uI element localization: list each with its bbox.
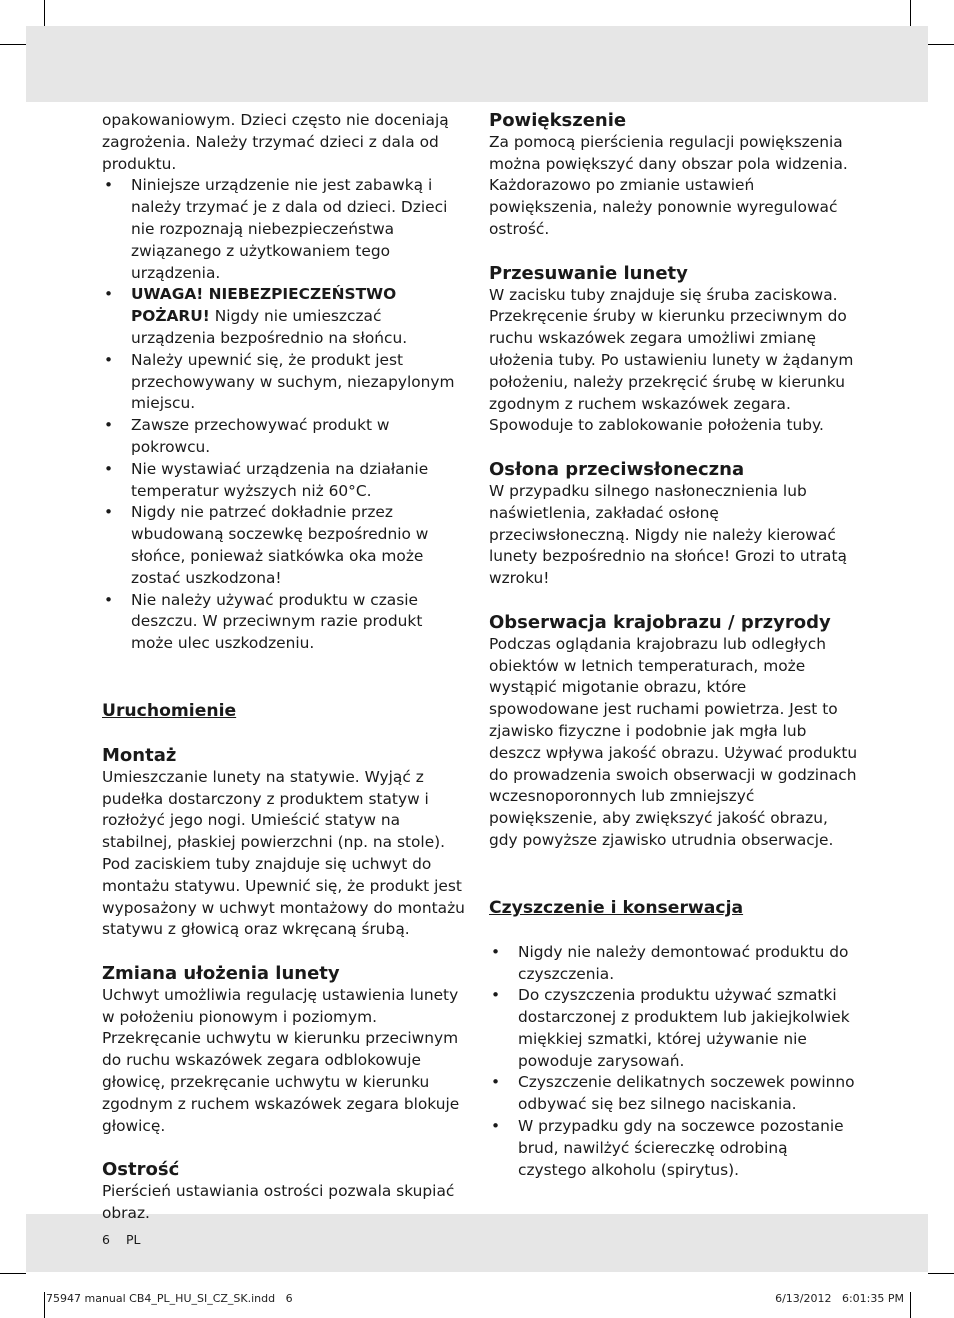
intro-paragraph: opakowaniowym. Dzieci często nie doceniają zagrożenia. Należy trzymać dzieci z dala od produktu. [102,111,449,173]
subsection-text: Umieszczanie lunety na statywie. Wyjąć z pudełka dostarczony z produktem statyw i rozłożyć jego nogi. Umieścić statyw na stabilnej, płaskiej powierzchni (np. na stole). Pod zaciskiem tuby znajduje się uchwyt do montażu statywu. Upewnić się, że produkt jest wyposażony w uchwyt montażowy do montażu statywu z głowicą oraz wkręcaną śrubą. [102,767,465,939]
subsection-title: Ostrość [102,1159,180,1181]
crop-mark [44,0,45,26]
subsection-title: Obserwacja krajobrazu / przyrody [489,611,831,633]
list-item: • Nigdy nie patrzeć dokładnie przez wbudowaną soczewkę bezpośrednio w słońce, ponieważ siatkówka oka może zostać uszkodzona! [102,502,468,589]
slug-timestamp: 6/13/2012 6:01:35 PM [775,1292,904,1305]
left-column [102,110,468,1225]
crop-mark [0,1273,26,1274]
section-title-czyszczenie: Czyszczenie i konserwacja [489,897,744,918]
list-item: • W przypadku gdy na soczewce pozostanie brud, nawilżyć ściereczkę odrobiną czystego alkoholu (spirytus). [489,1116,859,1181]
subsection-title: Montaż [102,744,177,766]
list-item: • Zawsze przechowywać produkt w pokrowcu. [102,415,468,459]
section-title-uruchomienie: Uruchomienie [102,700,237,721]
slug-filename: 75947 manual CB4_PL_HU_SI_CZ_SK.indd 6 [46,1292,293,1305]
page-footer [102,1232,156,1247]
subsection-title: Zmiana ułożenia lunety [102,963,340,985]
subsection-text: Podczas oglądania krajobrazu lub odległych obiektów w letnich temperaturach, może wystąpić migotanie obrazu, które spowodowane jest ruchami powietrza. Jest to zjawisko fizyczne i podobnie jak mgła lub deszcz wpływa jakość obrazu. Używać produktu do prowadzenia swoich obserwacji w godzinach wczesnoporonnych lub zmniejszyć powiększenie, aby zwiększyć jakość obrazu, gdy powyższe zjawisko utrudnia obserwacje. [489,634,858,849]
crop-mark [910,1292,911,1318]
right-column [489,110,859,1181]
list-item: • UWAGA! NIEBEZPIECZEŃSTWO POŻARU! Nigdy nie umieszczać urządzenia bezpośrednio na słońcu. [102,284,468,349]
subsection-title: Powiększenie [489,110,627,131]
subsection-text: Uchwyt umożliwia regulację ustawienia lunety w położeniu pionowym i poziomym. Przekręcanie uchwytu w kierunku przeciwnym do ruchu wskazówek zegara odblokowuje głowicę, przekręcanie uchwytu w kierunku zgodnym z ruchem wskazówek zegara blokuje głowicę. [102,985,460,1135]
list-item: • Do czyszczenia produktu używać szmatki dostarczonej z produktem lub jakiejkolwiek miękkiej szmatki, której używanie nie powoduje zarysowań. [489,985,859,1072]
cleaning-bullet-list [489,942,859,1182]
subsection-title: Przesuwanie lunety [489,262,688,284]
language-code: PL [125,1232,141,1247]
list-item: • Należy upewnić się, że produkt jest przechowywany w suchym, niezapylonym miejscu. [102,350,468,415]
list-item: • Nigdy nie należy demontować produktu do czyszczenia. [489,942,859,986]
safety-bullet-list [102,175,468,655]
crop-mark [910,0,911,26]
subsection-text: W zacisku tuby znajduje się śruba zaciskowa. Przekręcenie śruby w kierunku przeciwnym do ruchu wskazówek zegara umożliwi zmianę ułożenia tuby. Po ustawieniu lunety w żądanym położeniu, należy przekręcić śrubę w kierunku zgodnym z ruchem wskazówek zegara. Spowoduje to zablokowanie położenia tuby. [489,285,854,435]
warning-label: UWAGA! NIEBEZPIECZEŃSTWO POŻARU! [131,285,397,326]
crop-mark [928,44,954,45]
list-item: • Nie wystawiać urządzenia na działanie temperatur wyższych niż 60°C. [102,459,468,503]
crop-mark [44,1292,45,1318]
page-number: 6 [102,1232,110,1247]
subsection-text: W przypadku silnego nasłonecznienia lub naświetlenia, zakładać osłonę przeciwsłoneczną. Nigdy nie należy kierować lunety bezpośrednio na słońce! Grozi to utratą wzroku! [489,481,847,588]
subsection-text: Pierścień ustawiania ostrości pozwala skupiać obraz. [102,1182,455,1223]
header-band [26,26,928,102]
list-item: • Niniejsze urządzenie nie jest zabawką i należy trzymać je z dala od dzieci. Dzieci nie rozpoznają niebezpieczeństwa związanego z użytkowaniem tego urządzenia. [102,175,468,284]
list-item: • Czyszczenie delikatnych soczewek powinno odbywać się bez silnego naciskania. [489,1072,859,1116]
subsection-text: Za pomocą pierścienia regulacji powiększenia można powiększyć dany obszar pola widzenia. Każdorazowo po zmianie ustawień powiększenia, należy ponownie wyregulować ostrość. [489,132,848,238]
subsection-title: Osłona przeciwsłoneczna [489,459,745,481]
crop-mark [0,44,26,45]
crop-mark [928,1273,954,1274]
list-item: • Nie należy używać produktu w czasie deszczu. W przeciwnym razie produkt może ulec uszkodzeniu. [102,590,468,655]
